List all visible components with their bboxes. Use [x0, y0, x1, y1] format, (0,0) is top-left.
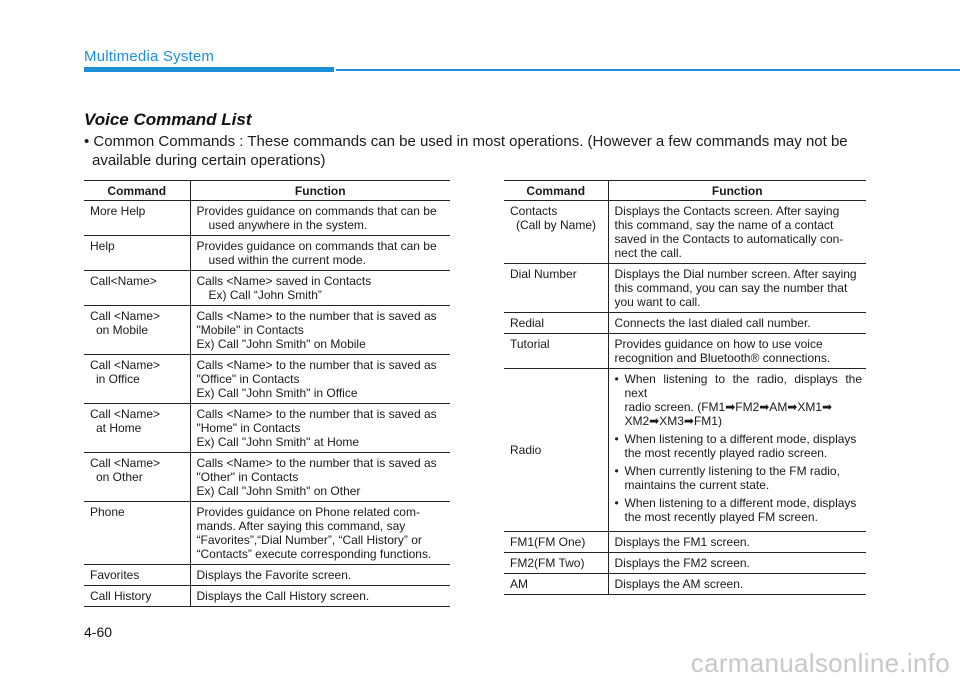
command-text: Dial Number: [510, 267, 577, 281]
function-text: Connects the last dialed call number.: [614, 316, 811, 330]
command-text: Help: [90, 239, 115, 253]
command-text: Radio: [510, 443, 542, 457]
function-text: Displays the Call History screen.: [196, 589, 370, 603]
function-cell: [608, 201, 866, 264]
function-text: Ex) Call "John Smith" on Other: [196, 484, 361, 498]
header-accent-bar: [84, 67, 334, 72]
command-text: AM: [510, 577, 528, 591]
function-cell: [608, 532, 866, 553]
function-text: Displays the AM screen.: [614, 577, 744, 591]
command-cell: [84, 502, 190, 565]
table-row: [84, 586, 450, 607]
command-text: Call <Name>: [90, 456, 161, 470]
function-cell: [190, 271, 450, 306]
column-header-function: Function: [608, 181, 866, 201]
command-text: Favorites: [90, 568, 140, 582]
bullet-icon: •: [614, 372, 619, 386]
function-text: "Home" in Contacts: [196, 421, 301, 435]
function-text: used within the current mode.: [208, 253, 366, 267]
function-text: maintains the current state.: [624, 478, 770, 492]
page-number: 4-60: [84, 624, 113, 640]
function-text: When listening to the radio, displays the next: [624, 372, 862, 400]
function-text: Displays the Contacts screen. After saying: [614, 204, 840, 218]
function-text: radio screen. (FM1➡FM2➡AM➡XM1➡: [624, 400, 833, 414]
function-text: Provides guidance on commands that can be: [196, 239, 437, 253]
table-row: [504, 532, 866, 553]
function-text: the most recently played FM screen.: [624, 510, 818, 524]
function-text: Displays the Favorite screen.: [196, 568, 352, 582]
command-cell: [504, 313, 608, 334]
command-text: FM1(FM One): [510, 535, 586, 549]
function-cell: [190, 236, 450, 271]
function-text: Displays the FM2 screen.: [614, 556, 750, 570]
function-text: “Favorites”,“Dial Number”, “Call History” or: [196, 533, 422, 547]
function-text: Calls <Name> to the number that is saved as: [196, 407, 437, 421]
page-title: Voice Command List: [84, 110, 252, 129]
intro-line-2: available during certain operations): [92, 152, 326, 169]
function-text: Calls <Name> to the number that is saved as: [196, 358, 437, 372]
table-row: [84, 236, 450, 271]
function-text: "Office" in Contacts: [196, 372, 300, 386]
function-cell: [608, 369, 866, 532]
table-row: [84, 453, 450, 502]
command-cell: [84, 565, 190, 586]
function-text: Provides guidance on commands that can be: [196, 204, 437, 218]
command-cell: [504, 334, 608, 369]
table-header-row: [84, 181, 450, 201]
bullet-icon: •: [614, 464, 619, 478]
table-row: [504, 313, 866, 334]
function-cell: [608, 264, 866, 313]
table-row: [84, 201, 450, 236]
command-text: FM2(FM Two): [510, 556, 585, 570]
command-text: on Mobile: [96, 323, 149, 337]
column-header-command: Command: [504, 181, 608, 201]
command-cell: [84, 236, 190, 271]
command-text: Call<Name>: [90, 274, 157, 288]
left-command-table: [84, 180, 450, 607]
watermark: carmanualsonline.info: [690, 648, 950, 678]
function-cell: [608, 313, 866, 334]
function-text: recognition and Bluetooth® connections.: [614, 351, 831, 365]
function-text: Displays the FM1 screen.: [614, 535, 750, 549]
command-text: Call <Name>: [90, 309, 161, 323]
table-row: [504, 201, 866, 264]
command-cell: [84, 453, 190, 502]
table-row: [84, 565, 450, 586]
function-text: nect the call.: [614, 246, 682, 260]
table-row: [84, 355, 450, 404]
function-text: When listening to a different mode, displays: [624, 432, 857, 446]
command-cell: [504, 201, 608, 264]
bullet-item: [615, 372, 863, 428]
command-cell: [504, 574, 608, 595]
function-cell: [190, 586, 450, 607]
command-text: Tutorial: [510, 337, 550, 351]
function-cell: [608, 334, 866, 369]
function-text: Displays the Dial number screen. After saying: [614, 267, 857, 281]
column-header-function: Function: [190, 181, 450, 201]
function-text: this command, say the name of a contact: [614, 218, 834, 232]
bullet-item: [615, 432, 863, 460]
command-cell: [84, 201, 190, 236]
command-cell: [84, 404, 190, 453]
bullet-icon: •: [614, 496, 619, 510]
function-text: Calls <Name> saved in Contacts: [196, 274, 372, 288]
table-row: [504, 574, 866, 595]
function-cell: [190, 565, 450, 586]
table-row: [504, 369, 866, 532]
function-text: Calls <Name> to the number that is saved as: [196, 456, 437, 470]
table-row: [84, 306, 450, 355]
table-row: [504, 553, 866, 574]
table-row: [504, 264, 866, 313]
right-command-table: [504, 180, 866, 595]
command-text: Call <Name>: [90, 358, 161, 372]
command-cell: [84, 271, 190, 306]
function-text: Calls <Name> to the number that is saved as: [196, 309, 437, 323]
command-text: More Help: [90, 204, 146, 218]
command-text: in Office: [96, 372, 140, 386]
function-cell: [190, 453, 450, 502]
column-header-command: Command: [84, 181, 190, 201]
function-text: XM2➡XM3➡FM1): [624, 414, 722, 428]
function-cell: [608, 574, 866, 595]
function-text: Provides guidance on how to use voice: [614, 337, 823, 351]
function-text: saved in the Contacts to automatically con-: [614, 232, 844, 246]
function-text: the most recently played radio screen.: [624, 446, 828, 460]
function-text: this command, you can say the number that: [614, 281, 848, 295]
command-cell: [84, 355, 190, 404]
intro-line-1: • Common Commands : These commands can be used in most operations. (However a few commands may not be: [84, 133, 848, 150]
function-cell: [190, 306, 450, 355]
command-cell: [84, 586, 190, 607]
function-text: Provides guidance on Phone related com-: [196, 505, 420, 519]
command-text: on Other: [96, 470, 143, 484]
intro-paragraph: [84, 132, 884, 170]
function-text: "Mobile" in Contacts: [196, 323, 304, 337]
command-text: Call <Name>: [90, 407, 161, 421]
function-text: Ex) Call "John Smith" in Office: [196, 386, 358, 400]
command-text: (Call by Name): [516, 218, 597, 232]
function-text: you want to call.: [614, 295, 701, 309]
header-rule: [336, 69, 960, 71]
bullet-icon: •: [614, 432, 619, 446]
command-cell: [504, 532, 608, 553]
function-text: “Contacts” execute corresponding functions.: [196, 547, 432, 561]
function-cell: [608, 553, 866, 574]
function-cell: [190, 355, 450, 404]
table-row: [84, 404, 450, 453]
function-text: Ex) Call "John Smith" at Home: [196, 435, 360, 449]
table-row: [84, 271, 450, 306]
bullet-item: [615, 464, 863, 492]
command-text: at Home: [96, 421, 142, 435]
function-text: When currently listening to the FM radio,: [624, 464, 840, 478]
function-text: "Other" in Contacts: [196, 470, 299, 484]
command-text: Phone: [90, 505, 125, 519]
command-cell: [504, 369, 608, 532]
bullet-item: [615, 496, 863, 524]
function-text: Ex) Call "John Smith" on Mobile: [196, 337, 366, 351]
command-cell: [84, 306, 190, 355]
function-cell: [190, 502, 450, 565]
command-cell: [504, 264, 608, 313]
table-row: [504, 334, 866, 369]
command-text: Redial: [510, 316, 545, 330]
function-text: used anywhere in the system.: [208, 218, 368, 232]
function-cell: [190, 404, 450, 453]
function-text: Ex) Call “John Smith”: [208, 288, 322, 302]
table-row: [84, 502, 450, 565]
function-text: When listening to a different mode, displays: [624, 496, 857, 510]
function-cell: [190, 201, 450, 236]
table-header-row: [504, 181, 866, 201]
command-text: Call History: [90, 589, 152, 603]
section-header-title: Multimedia System: [84, 48, 215, 65]
command-cell: [504, 553, 608, 574]
command-text: Contacts: [510, 204, 558, 218]
function-text: mands. After saying this command, say: [196, 519, 406, 533]
